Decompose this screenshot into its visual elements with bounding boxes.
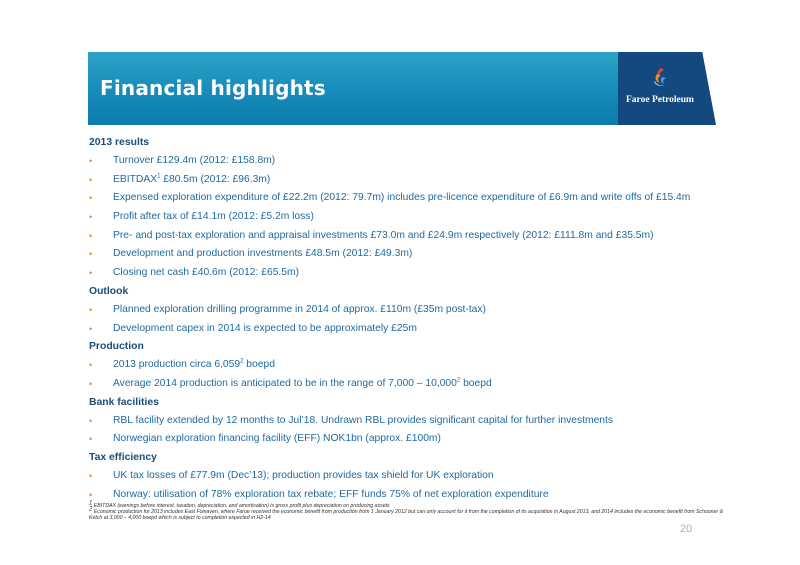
- bullet-item: [89, 227, 749, 246]
- bullet-text: Development and production investments £48.5m (2012: £49.3m): [113, 248, 413, 260]
- bullet-item: [89, 320, 749, 339]
- bullet-text: Closing net cash £40.6m (2012: £65.5m): [113, 267, 300, 279]
- bullet-item: [89, 189, 749, 208]
- bullet-icon: •: [89, 174, 93, 185]
- bullet-text: boepd: [460, 377, 492, 389]
- bullet-item: [89, 245, 749, 264]
- flame-logo-icon: [648, 66, 672, 90]
- bullet-text: Norwegian exploration financing facility (EFF) NOK1bn (approx. £100m): [113, 433, 441, 445]
- page-number: 20: [680, 523, 693, 535]
- bullet-icon: •: [89, 489, 93, 500]
- bullet-text: Development capex in 2014 is expected to be approximately £25m: [113, 322, 417, 334]
- bullet-text: Profit after tax of £14.1m (2012: £5.2m loss): [113, 211, 314, 223]
- bullet-text: 2013 production circa 6,059: [113, 359, 241, 371]
- bullet-text: Norway: utilisation of 78% exploration tax rebate; EFF funds 75% of net exploration expenditure: [113, 488, 549, 500]
- footnote-number: 2: [89, 506, 93, 513]
- bullet-item: [89, 152, 749, 171]
- company-logo-text: Faroe Petroleum: [626, 95, 694, 105]
- bullet-item: [89, 412, 749, 431]
- bullet-item: [89, 486, 749, 505]
- page-title: Financial highlights: [100, 76, 326, 100]
- bullet-icon: •: [89, 415, 93, 426]
- bullet-item: [89, 301, 749, 320]
- bullet-item: [89, 264, 749, 283]
- bullet-icon: •: [89, 193, 93, 204]
- footnote-text: Economic production for 2013 includes East Foinaven, where Faroe received the economic benefit from production from 1 January 2012 but can only account for it from the completion of its acquisition in August 2013, and 2014 includes the economic benefit from Schooner & Ketch at 3,000 – 4,000 boepd which is subject to completion expected in H2-14: [89, 509, 724, 522]
- footnote-ref: 2: [456, 377, 461, 384]
- bullet-icon: •: [89, 470, 93, 481]
- footnote-number: 1: [89, 500, 93, 507]
- bullet-item: [89, 375, 749, 394]
- footnote-ref: 2: [240, 358, 244, 365]
- bullet-text: Average 2014 production is anticipated to be in the range of 7,000 – 10,000: [113, 377, 457, 389]
- bullet-icon: •: [89, 304, 93, 315]
- bullet-item: [89, 430, 749, 449]
- bullet-icon: •: [89, 212, 93, 223]
- bullet-icon: •: [89, 378, 93, 389]
- section-heading: 2013 results: [89, 137, 150, 148]
- bullet-item: [89, 171, 749, 190]
- bullet-item: [89, 467, 749, 486]
- bullet-text: RBL facility extended by 12 months to Jul’18. Undrawn RBL provides significant capital for further investments: [113, 414, 614, 426]
- bullet-item: [89, 356, 749, 375]
- bullet-icon: •: [89, 249, 93, 260]
- bullet-item: [89, 208, 749, 227]
- bullet-icon: •: [89, 323, 93, 334]
- section-heading: Tax efficiency: [89, 451, 157, 463]
- section-heading: Outlook: [89, 285, 129, 297]
- section-heading: Production: [89, 341, 144, 353]
- bullet-text: Turnover £129.4m (2012: £158.8m): [113, 155, 276, 166]
- section-heading: Bank facilities: [89, 396, 159, 408]
- bullet-icon: •: [89, 268, 93, 279]
- footnotes: [89, 500, 729, 522]
- bullet-icon: •: [89, 156, 93, 166]
- footnote-text: EBITDAX (earnings before interest, taxation, depreciation, and amortisation) is gross profit plus depreciation on producing assets: [92, 503, 390, 509]
- bullet-text: Pre- and post-tax exploration and appraisal investments £73.0m and £24.9m respectively (2012: £111.8m and £35.5m): [113, 229, 654, 241]
- bullet-text: Planned exploration drilling programme in 2014 of approx. £110m (£35m post-tax): [113, 303, 486, 315]
- bullet-text: boepd: [243, 359, 275, 371]
- footnote-ref: 1: [157, 173, 161, 180]
- bullet-icon: •: [89, 360, 93, 371]
- bullet-icon: •: [89, 230, 93, 241]
- bullet-text: Expensed exploration expenditure of £22.2m (2012: 79.7m) includes pre-licence expenditure of £6.9m and write offs of £15.4m: [113, 192, 691, 204]
- bullet-icon: •: [89, 434, 93, 445]
- bullet-text: EBITDAX: [113, 173, 158, 185]
- bullet-text: UK tax losses of £77.9m (Dec’13); production provides tax shield for UK exploration: [113, 469, 494, 481]
- bullet-text: £80.5m (2012: £96.3m): [160, 173, 271, 185]
